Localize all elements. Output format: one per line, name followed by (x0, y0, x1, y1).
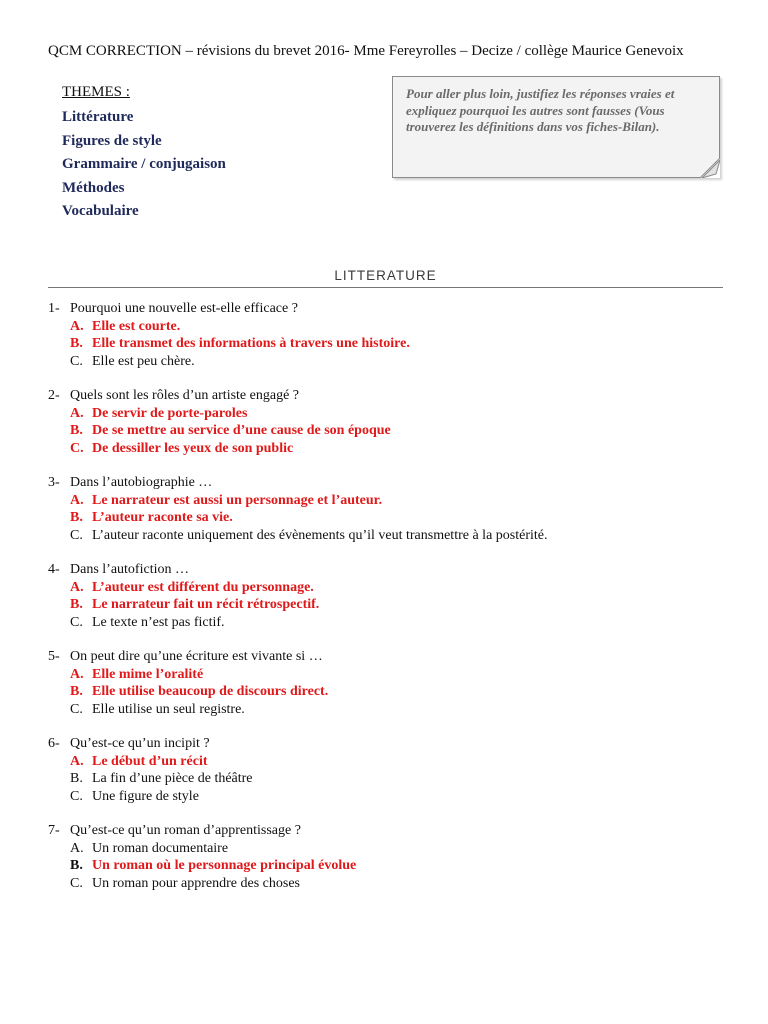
instruction-note-text: Pour aller plus loin, justifiez les réponses vraies et expliquez pourquoi les autres sont fausses (Vous trouverez les définitions dans vos fiches-Bilan). (406, 86, 675, 134)
question-number: 2- (48, 388, 60, 403)
answer-text: Une figure de style (92, 788, 199, 804)
answer-letter: C. (70, 788, 83, 804)
answer-option-correct (48, 318, 738, 336)
question-stem (48, 561, 738, 579)
section-divider (48, 287, 723, 288)
question-1 (48, 300, 738, 370)
question-stem (48, 387, 738, 405)
answer-option-correct (48, 666, 738, 684)
answer-option-correct (48, 422, 738, 440)
answer-option-correct (48, 857, 738, 875)
question-4 (48, 561, 738, 631)
question-5 (48, 648, 738, 718)
answer-letter: C. (70, 527, 83, 543)
question-text: On peut dire qu’une écriture est vivante si … (70, 649, 323, 664)
answer-text: De dessiller les yeux de son public (92, 440, 294, 456)
answer-letter: A. (70, 318, 84, 334)
answer-text: L’auteur raconte sa vie. (92, 510, 233, 525)
question-number: 4- (48, 562, 60, 577)
question-2 (48, 387, 738, 457)
answer-text: De servir de porte-paroles (92, 405, 248, 421)
question-number: 5- (48, 649, 60, 664)
answer-letter: A. (70, 840, 84, 856)
answer-option-correct (48, 492, 738, 510)
answer-option-correct (48, 335, 738, 353)
theme-item-vocabulaire: Vocabulaire (62, 203, 139, 219)
answer-text: Elle est courte. (92, 318, 181, 334)
answer-option-correct (48, 405, 738, 423)
answer-text: La fin d’une pièce de théâtre (92, 771, 253, 786)
answer-letter: B. (70, 336, 83, 351)
answer-text: De se mettre au service d’une cause de son époque (92, 423, 391, 438)
answer-letter: A. (70, 666, 84, 682)
themes-title: THEMES : (62, 84, 130, 100)
answer-option (48, 875, 738, 893)
question-text: Pourquoi une nouvelle est-elle efficace ? (70, 301, 298, 316)
question-number: 3- (48, 475, 60, 490)
section-title-litterature: LITTERATURE (334, 268, 437, 283)
themes-list (62, 82, 226, 224)
answer-text: L’auteur est différent du personnage. (92, 579, 314, 595)
answer-text: Le début d’un récit (92, 753, 208, 769)
answer-letter: A. (70, 405, 84, 421)
answer-letter: C. (70, 701, 83, 717)
theme-item-methodes: Méthodes (62, 179, 125, 196)
question-text: Qu’est-ce qu’un roman d’apprentissage ? (70, 823, 301, 838)
answer-option-correct (48, 509, 738, 527)
question-7 (48, 822, 738, 892)
question-text: Dans l’autobiographie … (70, 475, 213, 490)
answer-text: Elle est peu chère. (92, 353, 195, 369)
question-text: Qu’est-ce qu’un incipit ? (70, 736, 210, 751)
question-stem (48, 648, 738, 666)
question-number: 7- (48, 823, 60, 838)
answer-letter: B. (70, 423, 83, 438)
question-list (48, 300, 738, 909)
answer-option (48, 788, 738, 806)
instruction-note-box (392, 76, 720, 178)
answer-text: Un roman documentaire (92, 840, 229, 856)
answer-option (48, 701, 738, 719)
answer-letter: C. (70, 875, 83, 891)
answer-option (48, 353, 738, 371)
answer-option (48, 527, 738, 545)
answer-text: Elle utilise beaucoup de discours direct. (92, 684, 329, 699)
answer-letter: C. (70, 353, 83, 369)
question-text: Quels sont les rôles d’un artiste engagé ? (70, 388, 299, 403)
answer-text: Elle transmet des informations à travers une histoire. (92, 336, 410, 351)
answer-text: Un roman pour apprendre des choses (92, 875, 300, 891)
answer-letter: B. (70, 771, 83, 786)
answer-text: Le narrateur fait un récit rétrospectif. (92, 597, 320, 612)
answer-letter: C. (70, 614, 83, 630)
answer-option-correct (48, 683, 738, 701)
answer-option (48, 840, 738, 858)
answer-letter: B. (70, 510, 83, 525)
question-text: Dans l’autofiction … (70, 562, 189, 577)
answer-text: Un roman où le personnage principal évolue (92, 858, 357, 873)
question-stem (48, 735, 738, 753)
theme-item-litterature: Littérature (62, 109, 134, 125)
answer-text: Elle utilise un seul registre. (92, 701, 245, 717)
answer-text: Le narrateur est aussi un personnage et l’auteur. (92, 492, 383, 508)
answer-letter: C. (70, 440, 84, 456)
answer-option-correct (48, 596, 738, 614)
answer-letter: A. (70, 579, 84, 595)
answer-letter: A. (70, 753, 84, 769)
question-stem (48, 474, 738, 492)
question-stem (48, 300, 738, 318)
answer-letter: A. (70, 492, 84, 508)
question-3 (48, 474, 738, 544)
answer-option (48, 614, 738, 632)
question-stem (48, 822, 738, 840)
answer-text: Le texte n’est pas fictif. (92, 614, 225, 630)
folded-corner-icon (700, 158, 720, 178)
answer-option-correct (48, 440, 738, 458)
question-number: 6- (48, 736, 60, 751)
question-number: 1- (48, 301, 60, 316)
answer-text: Elle mime l’oralité (92, 666, 204, 682)
question-6 (48, 735, 738, 805)
theme-item-figures-de-style: Figures de style (62, 132, 162, 149)
answer-text: L’auteur raconte uniquement des évènements qu’il veut transmettre à la postérité. (92, 527, 548, 543)
answer-option (48, 770, 738, 788)
answer-option-correct (48, 753, 738, 771)
document-header: QCM CORRECTION – révisions du brevet 2016- Mme Fereyrolles – Decize / collège Maurice Genevoix (48, 43, 684, 59)
answer-letter: B. (70, 858, 83, 873)
answer-letter: B. (70, 684, 83, 699)
theme-item-grammaire-conjugaison: Grammaire / conjugaison (62, 156, 226, 172)
answer-option-correct (48, 579, 738, 597)
answer-letter: B. (70, 597, 83, 612)
